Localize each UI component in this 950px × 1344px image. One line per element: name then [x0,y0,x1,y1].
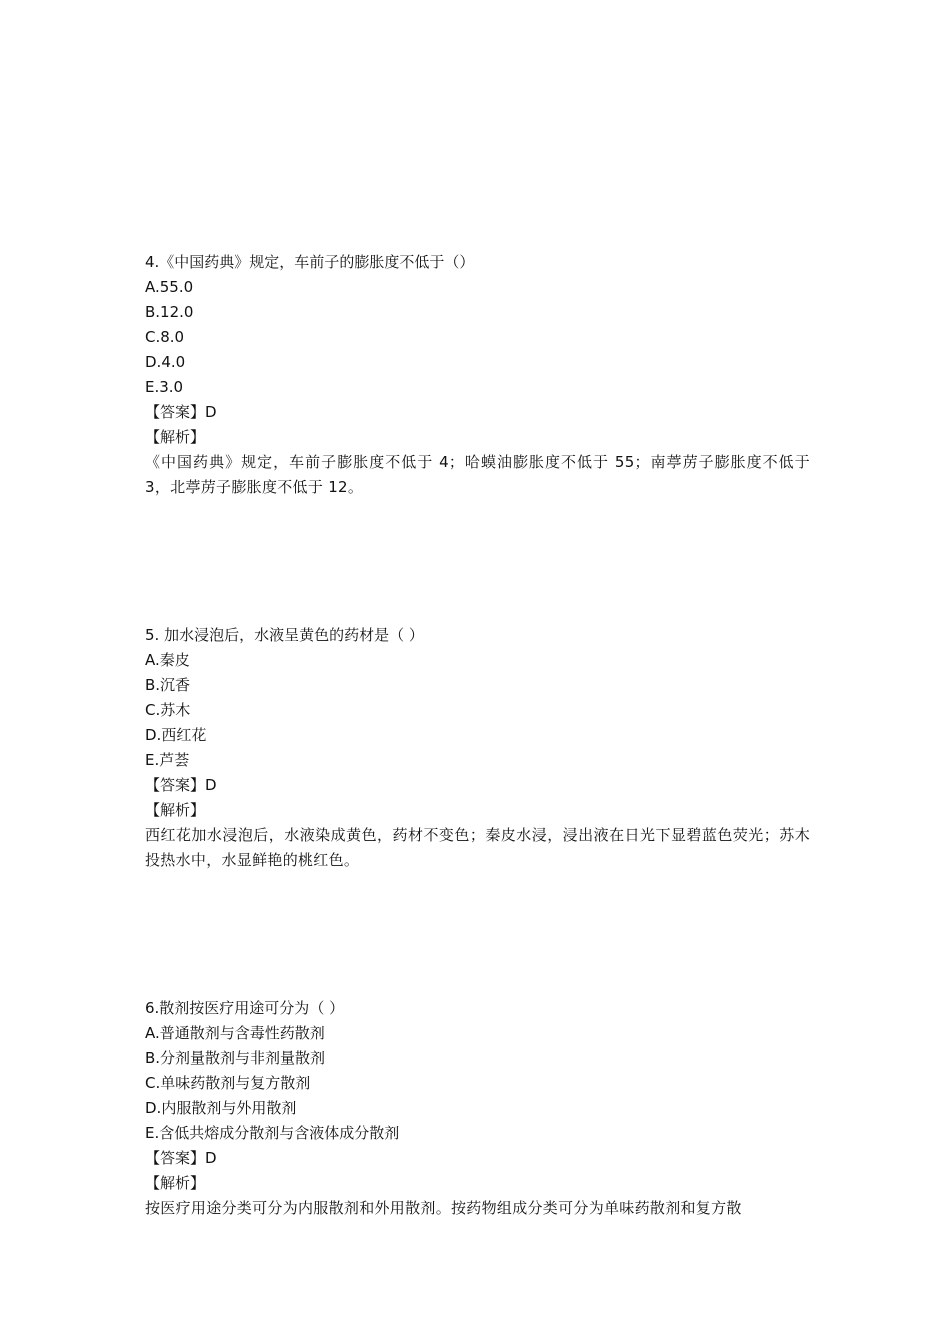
question-4 [145,250,810,500]
option-a: A.秦皮 [145,651,190,669]
question-stem: 6.散剂按医疗用途可分为（ ） [145,999,345,1017]
answer-line: 【答案】D [145,776,217,794]
analysis-label: 【解析】 [145,1174,206,1192]
option-b: B.分剂量散剂与非剂量散剂 [145,1049,326,1067]
option-d: D.内服散剂与外用散剂 [145,1099,297,1117]
question-stem: 5. 加水浸泡后，水液呈黄色的药材是（ ） [145,626,424,644]
analysis-label: 【解析】 [145,428,206,446]
analysis-text: 按医疗用途分类可分为内服散剂和外用散剂。按药物组成分类可分为单味药散剂和复方散 [145,1199,742,1217]
option-c: C.8.0 [145,328,185,346]
option-a: A.55.0 [145,278,194,296]
question-5 [145,623,810,873]
analysis-text: 《中国药典》规定，车前子膨胀度不低于 4；哈蟆油膨胀度不低于 55；南葶苈子膨胀度不低于 3，北葶苈子膨胀度不低于 12。 [145,453,810,496]
option-d: D.西红花 [145,726,207,744]
analysis-text: 西红花加水浸泡后，水液染成黄色，药材不变色；秦皮水浸，浸出液在日光下显碧蓝色荧光；苏木投热水中，水显鲜艳的桃红色。 [145,826,810,869]
option-c: C.单味药散剂与复方散剂 [145,1074,311,1092]
analysis-label: 【解析】 [145,801,206,819]
question-6 [145,996,810,1221]
answer-line: 【答案】D [145,403,217,421]
option-e: E.3.0 [145,378,184,396]
option-c: C.苏木 [145,701,191,719]
option-d: D.4.0 [145,353,186,371]
option-e: E.含低共熔成分散剂与含液体成分散剂 [145,1124,400,1142]
option-b: B.12.0 [145,303,194,321]
question-stem: 4.《中国药典》规定，车前子的膨胀度不低于（） [145,253,475,271]
option-b: B.沉香 [145,676,191,694]
option-a: A.普通散剂与含毒性药散剂 [145,1024,325,1042]
option-e: E.芦荟 [145,751,190,769]
answer-line: 【答案】D [145,1149,217,1167]
